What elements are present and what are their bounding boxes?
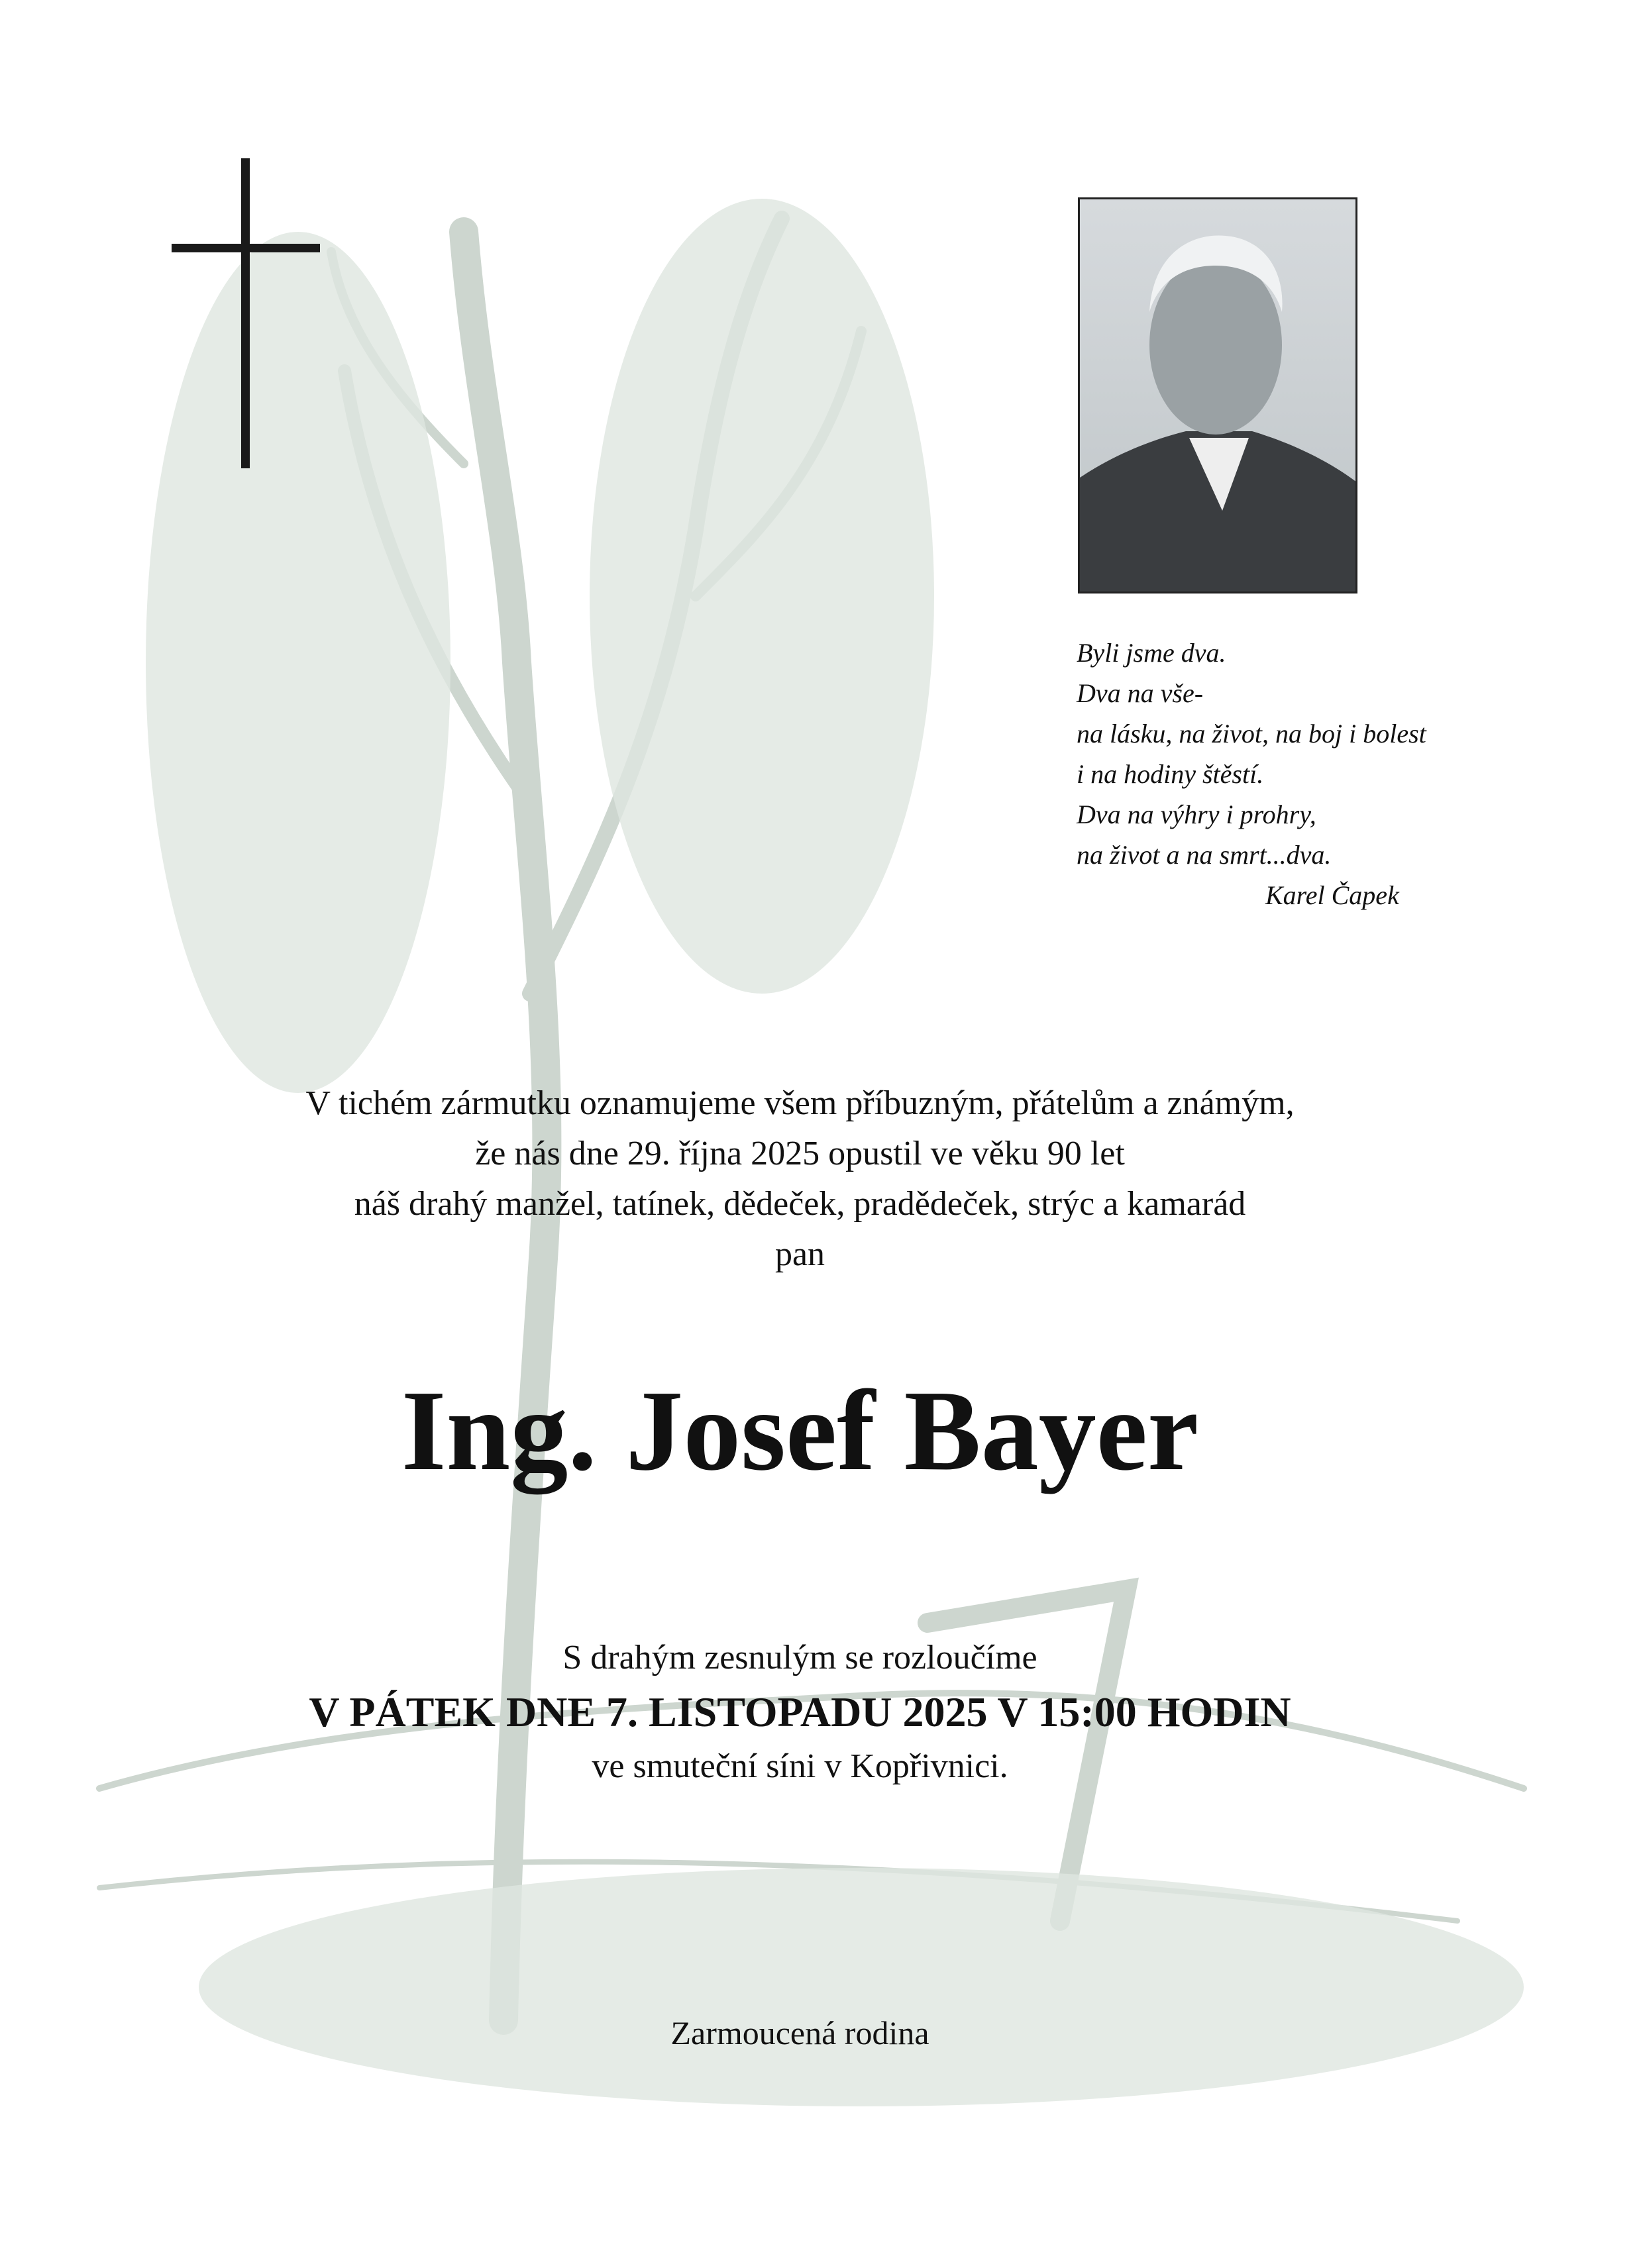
poem-author: Karel Čapek [1265,880,1399,910]
signature: Zarmoucená rodina [670,2014,929,2051]
poem [1077,633,1426,915]
portrait-photo [1078,197,1357,593]
announcement-text [0,1078,1600,1280]
announcement-line: že nás dne 29. října 2025 opustil ve věku 90 let [475,1135,1125,1172]
announcement-line: náš drahý manžel, tatínek, dědeček, pradědeček, strýc a kamarád [354,1185,1246,1223]
funeral-datetime: V PÁTEK DNE 7. LISTOPADU 2025 V 15:00 HODIN [309,1688,1291,1735]
deceased-name: Ing. Josef Bayer [401,1366,1199,1494]
announcement-line: pan [774,1235,825,1273]
poem-line: Dva na vše- [1077,678,1204,708]
funeral-info [0,1631,1600,1794]
cross-vertical-bar [241,158,250,468]
poem-line: i na hodiny štěstí. [1077,759,1264,789]
funeral-place: ve smuteční síni v Kopřivnici. [592,1747,1008,1785]
portrait-illustration [1080,199,1357,593]
poem-line: Dva na výhry i prohry, [1077,799,1316,829]
poem-line: na život a na smrt...dva. [1077,840,1332,870]
announcement-line: V tichém zármutku oznamujeme všem příbuzným, přátelům a známým, [305,1084,1295,1122]
poem-line: na lásku, na život, na boj i bolest [1077,719,1426,748]
poem-line: Byli jsme dva. [1077,638,1226,668]
cross-horizontal-bar [172,244,320,252]
funeral-intro: S drahým zesnulým se rozloučíme [562,1639,1037,1676]
